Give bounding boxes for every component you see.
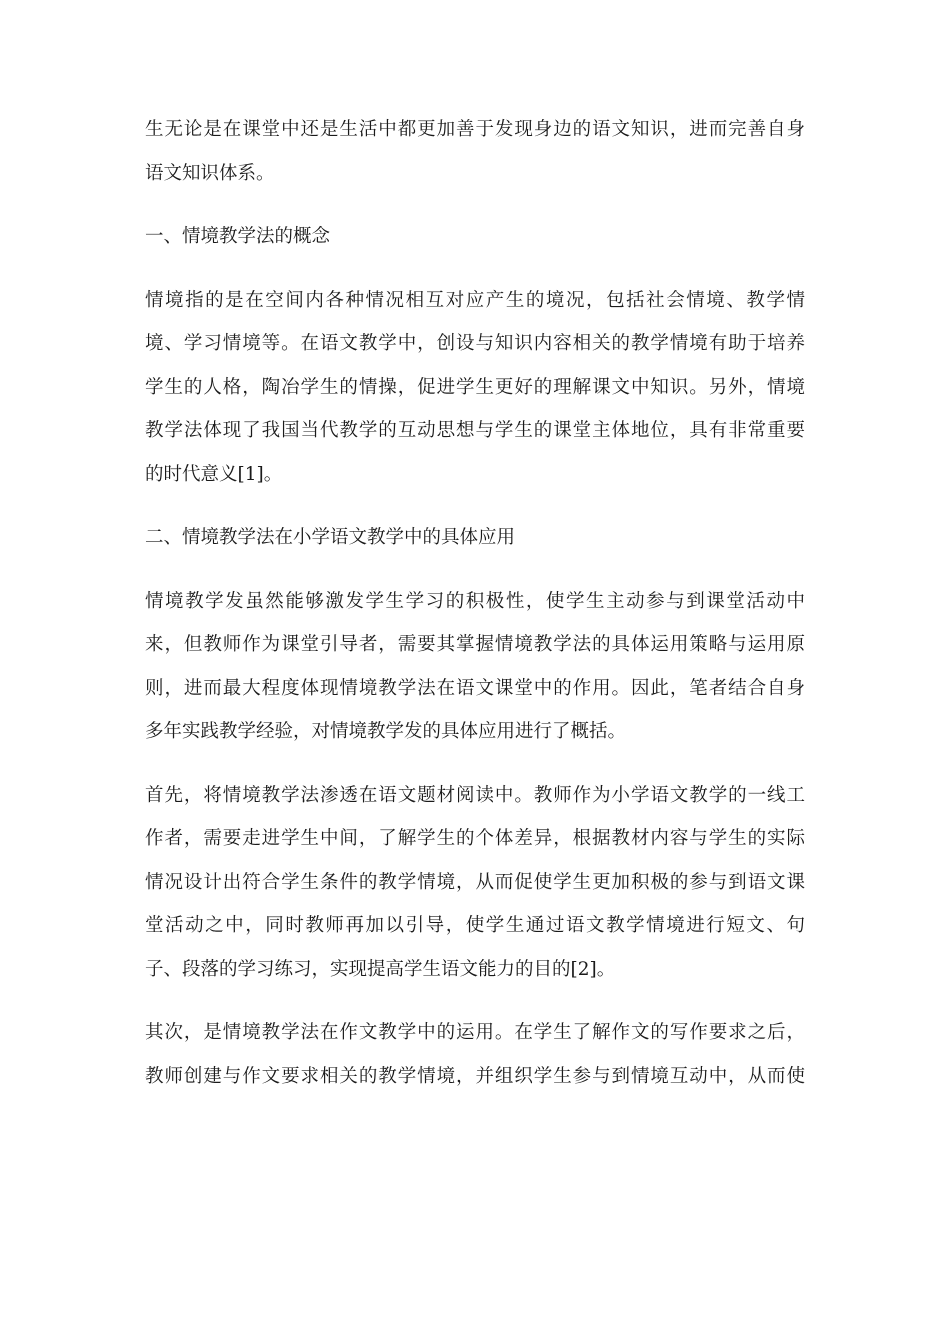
- heading-text: 一、情境教学法的概念: [145, 226, 331, 247]
- text-line: 则，进而最大程度体现情境教学法在语文课堂中的作用。因此，笔者结合自身: [145, 677, 805, 699]
- paragraph-application-intro: [145, 580, 805, 754]
- section-heading-concept: [145, 215, 805, 259]
- text-line: 学生的人格，陶冶学生的情操，促进学生更好的理解课文中知识。另外，情境: [145, 376, 805, 398]
- text-line: 生无论是在课堂中还是生活中都更加善于发现身边的语文知识，进而完善自身: [145, 119, 805, 140]
- paragraph-first-point: [145, 774, 805, 992]
- text-line: 境、学习情境等。在语文教学中，创设与知识内容相关的教学情境有助于培养: [145, 333, 805, 354]
- text-line: 情况设计出符合学生条件的教学情境，从而促使学生更加积极的参与到语文课: [145, 871, 805, 893]
- text-line: 堂活动之中，同时教师再加以引导，使学生通过语文教学情境进行短文、句: [145, 915, 805, 936]
- text-line: 其次，是情境教学法在作文教学中的运用。在学生了解作文的写作要求之后，: [145, 1022, 805, 1043]
- text-line: 语文知识体系。: [145, 162, 275, 184]
- paragraph-intro-continuation: [145, 108, 805, 195]
- heading-text: 二、情境教学法在小学语文教学中的具体应用: [145, 527, 516, 548]
- text-line: 教师创建与作文要求相关的教学情境，并组织学生参与到情境互动中，从而使: [145, 1065, 805, 1087]
- document-body: [145, 108, 805, 1118]
- text-line: 教学法体现了我国当代教学的互动思想与学生的课堂主体地位，具有非常重要: [145, 420, 805, 441]
- paragraph-concept: [145, 279, 805, 497]
- text-line: 作者，需要走进学生中间，了解学生的个体差异，根据教材内容与学生的实际: [145, 828, 805, 849]
- section-heading-application: [145, 516, 805, 560]
- text-line: 多年实践教学经验，对情境教学发的具体应用进行了概括。: [145, 721, 627, 742]
- text-line: 首先，将情境教学法渗透在语文题材阅读中。教师作为小学语文教学的一线工: [145, 784, 805, 806]
- text-line: 情境指的是在空间内各种情况相互对应产生的境况，包括社会情境、教学情: [145, 289, 805, 311]
- paragraph-second-point: [145, 1011, 805, 1098]
- text-line: 的时代意义[1]。: [145, 463, 283, 485]
- text-line: 情境教学发虽然能够激发学生学习的积极性，使学生主动参与到课堂活动中: [145, 590, 805, 612]
- text-line: 子、段落的学习练习，实现提高学生语文能力的目的[2]。: [145, 958, 616, 980]
- text-line: 来，但教师作为课堂引导者，需要其掌握情境教学法的具体运用策略与运用原: [145, 634, 805, 655]
